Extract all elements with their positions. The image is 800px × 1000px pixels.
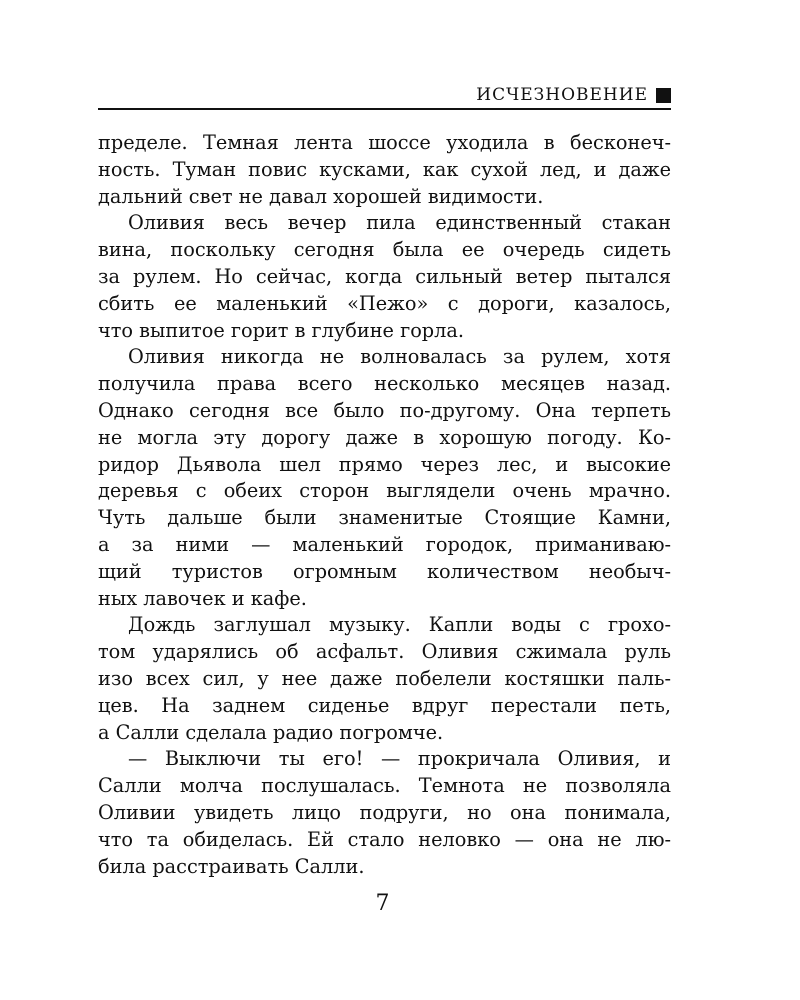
- text-line: что выпитое горит в глубине горла.: [98, 318, 465, 342]
- text-line: дальний свет не давал хорошей видимости.: [98, 184, 544, 208]
- text-line: а за ними — маленький городок, приманиваю-: [98, 532, 671, 556]
- black-square-icon: [656, 88, 671, 103]
- running-header: [98, 84, 671, 110]
- text-line: изо всех сил, у нее даже побелели костяшки паль-: [98, 666, 671, 690]
- text-line: Салли молча послушалась. Темнота не позволяла: [98, 774, 671, 798]
- text-line: Оливия весь вечер пила единственный стакан: [128, 211, 671, 235]
- text-line: Дождь заглушал музыку. Капли воды с грохо-: [128, 613, 671, 637]
- text-line: деревья с обеих сторон выглядели очень мрачно.: [98, 479, 671, 503]
- text-line: том ударялись об асфальт. Оливия сжимала руль: [98, 640, 671, 664]
- text-line: Оливия никогда не волновалась за рулем, хотя: [128, 345, 671, 369]
- page-number: 7: [375, 891, 390, 916]
- text-line: ридор Дьявола шел прямо через лес, и высокие: [98, 452, 671, 476]
- text-line: Чуть дальше были знаменитые Стоящие Камни,: [98, 506, 671, 530]
- text-line: за рулем. Но сейчас, когда сильный ветер пытался: [98, 264, 671, 288]
- text-line: что та обиделась. Ей стало неловко — она не лю-: [98, 827, 671, 851]
- text-line: не могла эту дорогу даже в хорошую погоду. Ко-: [98, 425, 671, 449]
- body-text: [98, 130, 671, 880]
- text-line: пределе. Темная лента шоссе уходила в бесконеч-: [98, 131, 671, 154]
- text-line: цев. На заднем сиденье вдруг перестали петь,: [98, 693, 671, 717]
- text-line: а Салли сделала радио погромче.: [98, 720, 444, 744]
- text-line: — Выключи ты его! — прокричала Оливия, и: [128, 747, 671, 771]
- text-line: Оливии увидеть лицо подруги, но она понимала,: [98, 800, 671, 824]
- text-line: била расстраивать Салли.: [98, 854, 365, 878]
- text-line: ных лавочек и кафе.: [98, 586, 307, 610]
- running-header-title: ИСЧЕЗНОВЕНИЕ: [476, 85, 648, 105]
- text-line: вина, поскольку сегодня была ее очередь сидеть: [98, 238, 671, 262]
- text-line: щий туристов огромным количеством необыч-: [98, 559, 671, 583]
- text-line: получила права всего несколько месяцев назад.: [98, 372, 671, 396]
- text-line: Однако сегодня все было по-другому. Она терпеть: [98, 398, 671, 422]
- text-line: сбить ее маленький «Пежо» с дороги, казалось,: [98, 291, 671, 315]
- text-line: ность. Туман повис кусками, как сухой лед, и даже: [98, 157, 671, 181]
